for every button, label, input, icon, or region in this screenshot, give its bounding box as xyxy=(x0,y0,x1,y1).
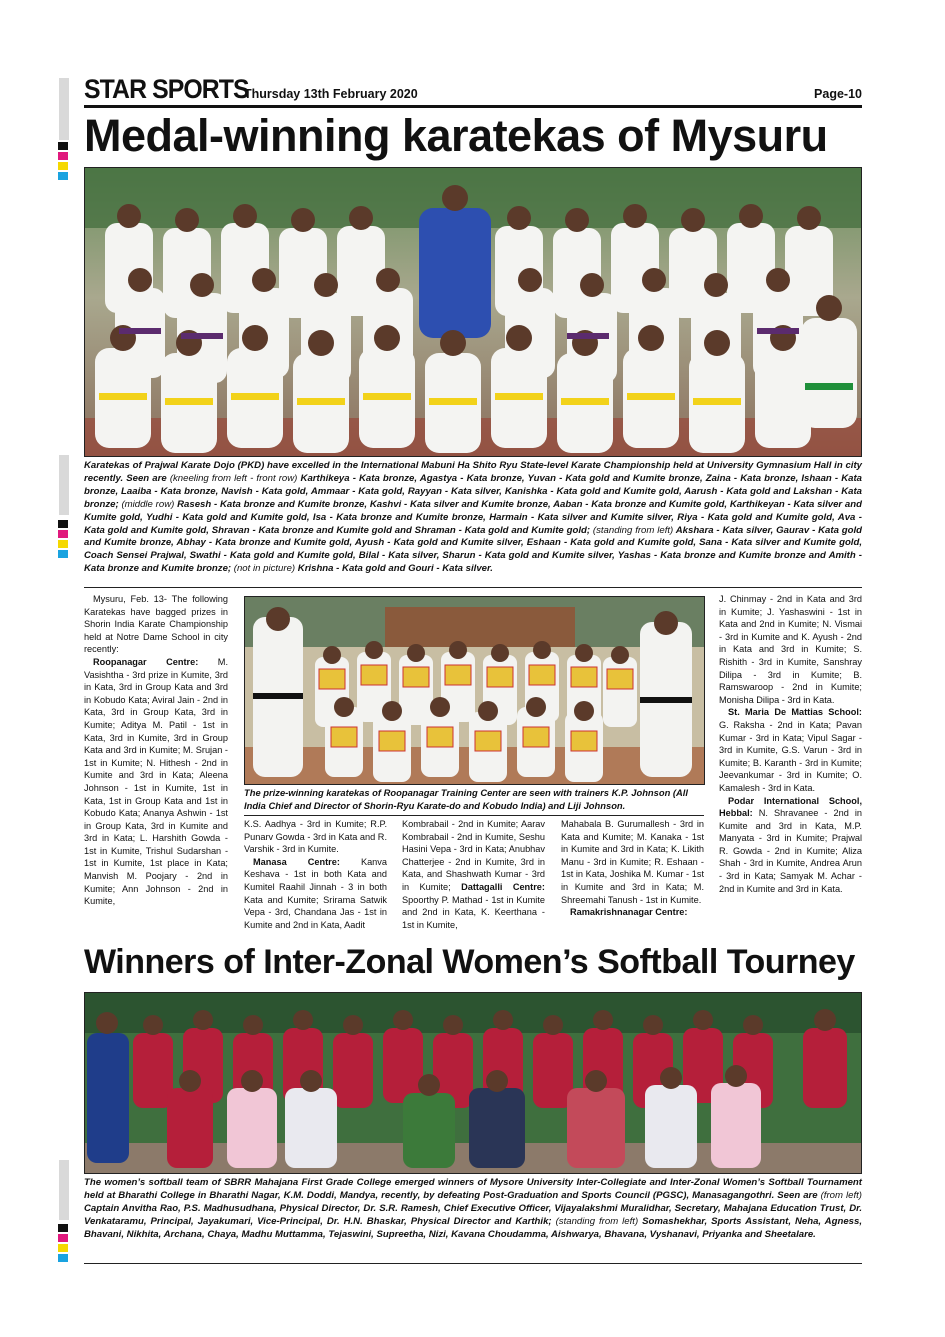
centre-heading-manasa: Manasa Centre: xyxy=(253,856,340,867)
caption-rule xyxy=(84,1263,862,1264)
caption-rule xyxy=(84,587,862,588)
registration-mark-yellow xyxy=(58,540,68,548)
registration-mark-black xyxy=(58,520,68,528)
caption-part: Akshara - Kata silver, Gaurav - Kata gold and Kumite bronze, Abhay - Kata bronze and Kumite gold, Ayush - Kata gold and Kumite silver, Eshaan - Kata gold and Kumite gold, Sana - Kata silver and Kumite gold, Coach Sensei Prajwal, Swathi - Kata gold and Kumite gold, Bilal - Kata silver, Sharun - Kata gold and Kumite silver, Yashas - Kata bronze and Kumite bronze and Amith - Kata bronze and Kumite bronze; xyxy=(84,524,862,575)
results-podar: N. Shravanee - 2nd in Kumite and 3rd in Kata, M.P. Manyata - 3rd in Kumite; Prajwal R. Gowda - 2nd in Kumite; Aliza Shah - 3rd in Kumite, Andrea Arun - 3rd in Kata; Samyak M. Achar - 2nd in Kumite and 3rd in Kata. xyxy=(719,808,862,894)
centre-heading-ramakrishnanagar: Ramakrishnanagar Centre: xyxy=(570,907,688,918)
softball-team-photo xyxy=(84,992,862,1174)
results-manasa: Kanva Keshava - 1st in both Kata and Kumitel Raahil Jinnah - 3 in both Kata and Kumite; Srirama Satwik Vepa - 3rd, Chandana Jas - 1st in Kumite and 2nd in Kata, Aadit xyxy=(244,856,387,930)
school-heading-podar: Podar International School, Hebbal: xyxy=(719,795,862,819)
registration-bar xyxy=(59,1160,69,1220)
registration-mark-black xyxy=(58,142,68,150)
results-dattagalli-cont: Mahabala B. Gurumallesh - 3rd in Kata and Kumite; M. Kanaka - 1st in Kumite and 3rd in Kata; K. Likith Manu - 3rd in Kumite; R. Eshaan - 1st in Kata, Joshika M. Kumar - 1st in Kumite and 3rd in Kata; M. Shreemahi Tanush - 1st in Kumite. xyxy=(561,819,704,905)
registration-mark-cyan xyxy=(58,172,68,180)
centre-heading-dattagalli: Dattagalli Centre: xyxy=(461,881,545,892)
registration-mark-yellow xyxy=(58,1244,68,1252)
registration-mark-magenta xyxy=(58,530,68,538)
caption-part: Karthikeya - Kata bronze, Agastya - Kata bronze, Yuvan - Kata gold and Kumite bronze, Zaina - Kata bronze, Ishaan - Kata bronze, Laaiba - Kata bronze, Navish - Kata gold, Ammaar - Kata gold, Rayyan - Kata silver, Kanishka - Kata gold and Kumite gold, Aarush - Kata gold and Lakshan - Kata bronze; xyxy=(84,472,863,510)
registration-mark-magenta xyxy=(58,1234,68,1242)
results-manasa-cont: Kombrabail - 2nd in Kumite; Aarav Kombrabail - 2nd in Kumite, Seshu Hasini Vepa - 3rd in Kata; Anubhav Chatterjee - 2nd in Kumite, 3rd in Kata, and Shashwath Kumar - 3rd in Kumite; xyxy=(402,819,545,892)
group-photo-trainees-icon xyxy=(245,597,704,784)
registration-mark-black xyxy=(58,1224,68,1232)
registration-bar xyxy=(59,78,69,140)
section-brand: STAR SPORTS xyxy=(84,74,249,104)
article-intro: Mysuru, Feb. 13- The following Karatekas have bagged prizes in Shorin India Karate Championship held at Notre Dame School in city recently: xyxy=(84,594,228,655)
article-column-1 xyxy=(84,593,228,908)
caption-part: (standing from left) xyxy=(592,524,674,536)
caption-karate xyxy=(84,460,862,576)
page-number: Page-10 xyxy=(814,87,862,101)
article-column-2 xyxy=(244,818,387,931)
registration-mark-yellow xyxy=(58,162,68,170)
results-ramakrishnanagar: J. Chinmay - 2nd in Kata and 3rd in Kumite; J. Yashaswini - 1st in Kata and 2nd in Kumite; N. Vismai - 3rd in Kumite and K. Ayush - 2nd in Kata and 3rd in Kumite; S. Rishith - 3rd in Kumite, Sanshray Dilipa - 3rd in Kumite; B. Ramswaroop - 2nd in Kumite; Monisha Dilipa - 3rd in Kata. xyxy=(719,594,862,705)
article-column-3 xyxy=(402,818,545,931)
results-roopanagar: M. Vasishtha - 3rd prize in Kumite, 3rd in Kata, 3rd in Group Kata and 3rd in Kobudo Kata; Aviral Jain - 2nd in Kata, 3rd in Group Kata, 3rd in Kumite; Aditya M. Patil - 1st in Kata, 3rd in Kumite, 3rd in Group Kata and 3rd in Kumite; M. Srujan - 1st in Kumite; N. Hithesh - 2nd in Kumite and 3rd in Kata; Aleena Johnson - 1st in Kumite, 1st in Kata, 1st in Group Kata and 1st in Kobudo Kata; Ananya Ashwin - 1st in Group Kata, 3rd in Kumite and 3rd in Kata; L. Harshith Gowda - 1st in Kumite, Trishul Sudarshan - 1st in Kumite, 1st place in Kata; Manvish M. Poojary - 2nd in Kumite; Ann Johnson - 2nd in Kumite, xyxy=(84,656,228,907)
school-heading-st-maria: St. Maria De Mattias School: xyxy=(728,707,862,718)
group-photo-softball-icon xyxy=(85,993,861,1173)
caption-part: The women’s softball team of SBRR Mahajana First Grade College emerged winners of Mysore University Inter-Collegiate and Inter-Zonal Women’s Softball Tournament held at Bharathi College in Bharathi Nagar, K.M. Doddi, Mandya, recently, by defeating Post-Graduation and Sports Council (PGSC), Manasagangothri. Seen are xyxy=(84,1177,862,1201)
headline-karate: Medal-winning karatekas of Mysuru xyxy=(84,110,828,161)
caption-part: Somashekhar, Sports Assistant, Neha, Agness, Bhavani, Nikhita, Archana, Chaya, Madhu Muttamma, Tejaswini, Supreetha, Nizi, Kavana Choudamma, Aishwarya, Bhavana, Vyshanavi, Priyanka and Sheetalare. xyxy=(84,1215,862,1240)
issue-date: Thursday 13th February 2020 xyxy=(244,87,418,101)
caption-part: (not in picture) xyxy=(233,563,296,575)
caption-part: (middle row) xyxy=(121,498,175,510)
caption-part: (standing from left) xyxy=(555,1215,639,1227)
photo-caption-rule xyxy=(244,815,704,816)
caption-softball xyxy=(84,1177,862,1242)
registration-bar xyxy=(59,455,69,515)
registration-mark-cyan xyxy=(58,1254,68,1262)
article-column-5 xyxy=(719,593,862,895)
article-column-4 xyxy=(561,818,704,919)
caption-part: (kneeling from left - front row) xyxy=(169,472,298,484)
results-st-maria: G. Raksha - 2nd in Kata; Pavan Kumar - 3rd in Kata; Vipul Sagar - 3rd in Kumite, G.S. Varun - 3rd in Kumite; B. Karanth - 3rd in Kumite; Jeevankumar - 3rd in Kumite; O. Kamalesh - 3rd in Kata. xyxy=(719,719,862,793)
results-roopanagar-cont: K.S. Aadhya - 3rd in Kumite; R.P. Punarv Gowda - 3rd in Kata and R. Varshik - 3rd in Kumite. xyxy=(244,819,387,855)
caption-part: Rasesh - Kata bronze and Kumite bronze, Kashvi - Kata silver and Kumite bronze, Aaban - Kata bronze and Kumite gold, Karthikeyan - Kata silver and Kumite gold, Yudhi - Kata gold and Kumite gold, Isa - Kata bronze and Kumite bronze, Harmain - Kata silver and Kumite silver, Riya - Kata gold and Kumite gold, Ava - Kata gold and Kumite gold, Shravan - Kata bronze and Kumite gold and Shraman - Kata gold and Kumite gold; xyxy=(84,498,862,536)
caption-part: Krishna - Kata gold and Gouri - Kata silver. xyxy=(295,563,493,575)
registration-mark-cyan xyxy=(58,550,68,558)
caption-part: Karatekas of Prajwal Karate Dojo (PKD) have excelled in the International Mabuni Ha Shito Ryu State-level Karate Championship held at University Gymnasium Hall in city recently. Seen are xyxy=(84,460,862,484)
caption-part: Captain Anvitha Rao, P.S. Madhusudhana, Physical Director, Dr. S.R. Ramesh, Chief Executive Officer, Vijayalakshmi Muralidhar, Secretary, Mahajana Education Trust, Dr. Venkataramu, Principal, Jayakumari, Vice-Principal, Dr. H.N. Bhaskar, Physical Director and Karthik; xyxy=(84,1202,862,1227)
results-dattagalli: Spoorthy P. Mathad - 1st in Kumite and 2nd in Kata, K. Keerthana - 1st in Kumite, xyxy=(402,894,545,930)
group-photo-karate-icon xyxy=(85,168,861,456)
centre-heading-roopanagar: Roopanagar Centre: xyxy=(93,656,199,667)
caption-part: (from left) xyxy=(820,1189,862,1201)
caption-roopanagar-photo: The prize-winning karatekas of Roopanagar Training Center are seen with trainers K.P. Johnson (All India Chief and Director of Shorin-Ryu Karate-do and Kobudo India) and Liji Johnson. xyxy=(244,787,689,811)
karate-group-photo xyxy=(84,167,862,457)
registration-mark-magenta xyxy=(58,152,68,160)
headline-softball: Winners of Inter-Zonal Women’s Softball Tourney xyxy=(84,943,855,981)
masthead-rule xyxy=(84,105,862,108)
roopanagar-trainees-photo xyxy=(244,596,705,785)
